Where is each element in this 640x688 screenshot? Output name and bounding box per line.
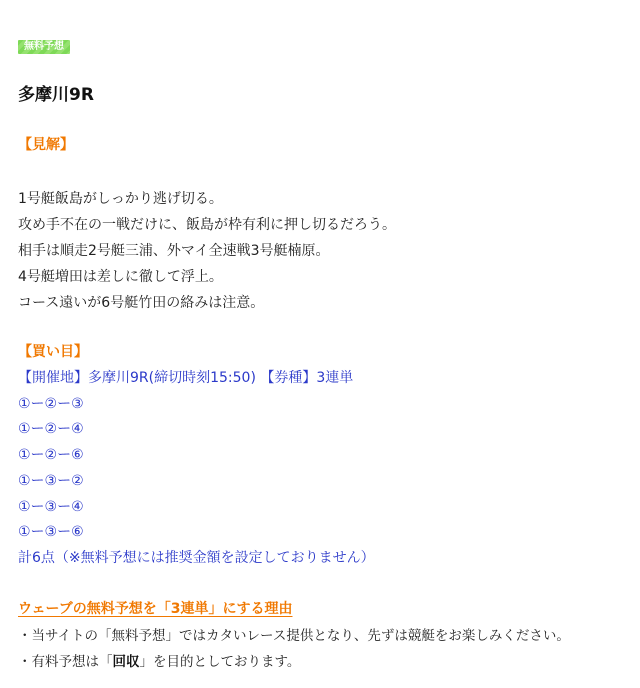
reason-bullet-emphasis: 回収 <box>112 654 140 670</box>
reason-bullet <box>18 649 630 675</box>
pick-combination: ①ー②ー⑥ <box>18 447 84 464</box>
opinion-heading: 【見解】 <box>18 137 74 153</box>
picks-total: 計6点（※無料予想には推奨金額を設定しておりません） <box>18 549 375 566</box>
page-title: 多摩川9R <box>18 85 94 105</box>
opinion-line: 攻め手不在の一戦だけに、飯島が枠有利に押し切るだろう。 <box>18 217 396 233</box>
pick-combination: ①ー②ー③ <box>18 395 84 412</box>
opinion-line: 4号艇増田は差しに徹して浮上。 <box>18 269 223 285</box>
picks-heading: 【買い目】 <box>18 344 88 360</box>
reason-heading: ウェーブの無料予想を「3連単」にする理由 <box>18 601 293 617</box>
free-prediction-badge: 無料予想 <box>18 40 70 54</box>
pick-combination: ①ー③ー② <box>18 472 84 489</box>
reason-bullet-suffix: 」を目的としております。 <box>139 654 301 670</box>
picks-info: 【開催地】多摩川9R(締切時刻15:50) 【券種】3連単 <box>18 370 354 386</box>
opinion-line: 相手は順走2号艇三浦、外マイ全速戦3号艇楠原。 <box>18 243 330 259</box>
reason-bullets <box>18 623 630 675</box>
opinion-text <box>18 186 618 316</box>
opinion-line: 1号艇飯島がしっかり逃げ切る。 <box>18 191 223 207</box>
reason-bullet-prefix: ・有料予想は「 <box>18 654 113 670</box>
pick-combination: ①ー②ー④ <box>18 421 84 438</box>
pick-combination: ①ー③ー⑥ <box>18 524 84 541</box>
opinion-line: コース遠いが6号艇竹田の絡みは注意。 <box>18 295 265 311</box>
picks-block <box>18 366 618 572</box>
reason-bullet: ・当サイトの「無料予想」ではカタいレース提供となり、先ずは競艇をお楽しみください。 <box>18 628 570 644</box>
pick-combination: ①ー③ー④ <box>18 498 84 515</box>
